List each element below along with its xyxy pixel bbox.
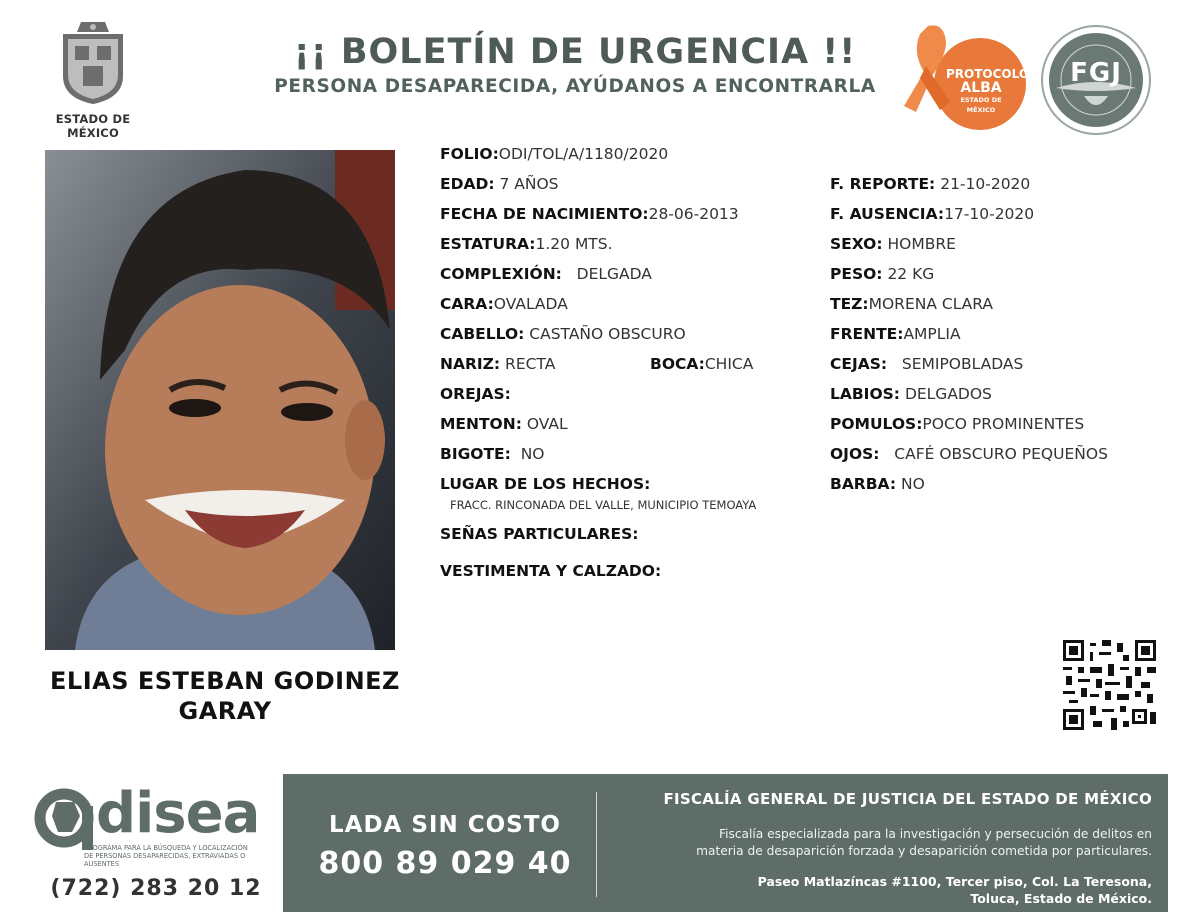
nariz-value: RECTA <box>505 355 556 373</box>
edad-value: 7 AÑOS <box>499 175 559 193</box>
peso-label: PESO: <box>830 265 883 283</box>
description-line-1: Fiscalía especializada para la investigación y persecución de delitos en <box>718 827 1152 841</box>
ausencia-row <box>830 205 1034 223</box>
frente-label: FRENTE: <box>830 325 904 343</box>
odisea-phone[interactable]: (722) 283 20 12 <box>50 876 262 901</box>
bulletin-subtitle: PERSONA DESAPARECIDA, AYÚDANOS A ENCONTRARLA <box>274 76 876 97</box>
cejas-row <box>830 355 1023 373</box>
alba-line-3: ESTADO DE MÉXICO <box>960 96 1002 114</box>
fiscalia-name: FISCALÍA GENERAL DE JUSTICIA DEL ESTADO DE MÉXICO <box>663 790 1152 808</box>
cara-value: OVALADA <box>493 295 568 313</box>
folio-row <box>440 145 668 163</box>
tez-label: TEZ: <box>830 295 869 313</box>
orejas-row <box>440 385 511 403</box>
qr-code[interactable] <box>1063 640 1156 730</box>
cabello-value: CASTAÑO OBSCURO <box>529 325 686 343</box>
cara-label: CARA: <box>440 295 494 313</box>
orejas-label: OREJAS: <box>440 385 511 403</box>
estatura-row <box>440 235 613 253</box>
odisea-tagline-2: DE PERSONAS DESAPARECIDAS, EXTRAVIADAS O <box>84 852 246 860</box>
sexo-value: HOMBRE <box>887 235 956 253</box>
labios-value: DELGADOS <box>904 385 992 403</box>
edad-label: EDAD: <box>440 175 495 193</box>
barba-label: BARBA: <box>830 475 897 493</box>
cejas-value: SEMIPOBLADAS <box>901 355 1024 373</box>
boca-value: CHICA <box>704 355 754 373</box>
ausencia-value: 17-10-2020 <box>944 205 1035 223</box>
complexion-value: DELGADA <box>576 265 652 283</box>
reporte-label: F. REPORTE: <box>830 175 936 193</box>
lugar-row <box>440 475 650 493</box>
tez-row <box>830 295 993 313</box>
lada-label: LADA SIN COSTO <box>329 812 561 838</box>
cabello-label: CABELLO: <box>440 325 525 343</box>
lugar-value: FRACC. RINCONADA DEL VALLE, MUNICIPIO TEMOAYA <box>450 498 757 512</box>
vestimenta-label: VESTIMENTA Y CALZADO: <box>440 562 662 580</box>
frente-value: AMPLIA <box>903 325 961 343</box>
address-line-1: Paseo Matlazíncas #1100, Tercer piso, Col. La Teresona, <box>757 874 1152 889</box>
missing-person-photo <box>45 150 395 650</box>
reporte-row <box>830 175 1030 193</box>
state-seal-icon <box>53 20 133 108</box>
complexion-label: COMPLEXIÓN: <box>440 265 562 283</box>
cara-row <box>440 295 568 313</box>
alba-text <box>946 67 1030 115</box>
ojos-value: CAFÉ OBSCURO PEQUEÑOS <box>894 445 1108 463</box>
labios-row <box>830 385 992 403</box>
nacimiento-row <box>440 205 739 223</box>
protocolo-alba-logo <box>898 22 1030 134</box>
vestimenta-row <box>440 562 661 580</box>
person-portrait-icon <box>45 150 395 650</box>
peso-row <box>830 265 934 283</box>
alba-line-2: ALBA <box>960 80 1002 96</box>
cejas-label: CEJAS: <box>830 355 888 373</box>
pomulos-value: POCO PROMINENTES <box>922 415 1085 433</box>
menton-value: OVAL <box>526 415 568 433</box>
estado-de-mexico-logo <box>28 20 158 140</box>
labios-label: LABIOS: <box>830 385 900 403</box>
odisea-tagline-1: PROGRAMA PARA LA BÚSQUEDA Y LOCALIZACIÓN <box>84 844 248 852</box>
bulletin-title: ¡¡ BOLETÍN DE URGENCIA !! <box>293 32 857 72</box>
pomulos-row <box>830 415 1084 433</box>
fiscalia-address <box>610 873 1152 907</box>
missing-person-name <box>30 666 420 726</box>
boca-row <box>650 355 753 373</box>
boca-label: BOCA: <box>650 355 705 373</box>
ojos-row <box>830 445 1108 463</box>
qr-code-icon <box>1063 640 1156 730</box>
menton-label: MENTON: <box>440 415 522 433</box>
bigote-row <box>440 445 545 463</box>
fiscalia-description <box>610 826 1152 860</box>
description-line-2: materia de desaparición forzada y desaparición cometida por particulares. <box>696 844 1152 858</box>
menton-row <box>440 415 568 433</box>
odisea-brand: disea <box>96 781 260 846</box>
pomulos-label: POMULOS: <box>830 415 923 433</box>
alba-line-1: PROTOCOLO <box>946 67 1030 81</box>
edad-row <box>440 175 558 193</box>
barba-value: NO <box>900 475 925 493</box>
address-line-2: Toluca, Estado de México. <box>970 891 1152 906</box>
barba-row <box>830 475 925 493</box>
nacimiento-value: 28-06-2013 <box>648 205 739 223</box>
fgj-text: FGJ <box>1070 58 1122 88</box>
sexo-label: SEXO: <box>830 235 883 253</box>
sexo-row <box>830 235 956 253</box>
estatura-label: ESTATURA: <box>440 235 536 253</box>
footer-divider <box>596 792 597 897</box>
fgj-logo <box>1040 24 1152 136</box>
ojos-label: OJOS: <box>830 445 880 463</box>
senas-label: SEÑAS PARTICULARES: <box>440 525 639 543</box>
name-line-2: GARAY <box>178 697 272 725</box>
folio-label: FOLIO: <box>440 145 499 163</box>
odisea-tagline-3: AUSENTES <box>84 860 120 868</box>
frente-row <box>830 325 961 343</box>
bigote-label: BIGOTE: <box>440 445 511 463</box>
nariz-label: NARIZ: <box>440 355 501 373</box>
name-line-1: ELIAS ESTEBAN GODINEZ <box>50 667 400 695</box>
folio-value: ODI/TOL/A/1180/2020 <box>498 145 669 163</box>
nacimiento-label: FECHA DE NACIMIENTO: <box>440 205 649 223</box>
reporte-value: 21-10-2020 <box>940 175 1031 193</box>
lada-number[interactable]: 800 89 029 40 <box>318 846 572 881</box>
nariz-row <box>440 355 555 373</box>
bigote-value: NO <box>520 445 545 463</box>
tez-value: MORENA CLARA <box>868 295 994 313</box>
senas-row <box>440 525 639 543</box>
peso-value: 22 KG <box>887 265 935 283</box>
complexion-row <box>440 265 652 283</box>
ausencia-label: F. AUSENCIA: <box>830 205 945 223</box>
lugar-label: LUGAR DE LOS HECHOS: <box>440 475 651 493</box>
cabello-row <box>440 325 686 343</box>
estatura-value: 1.20 MTS. <box>535 235 613 253</box>
state-label: ESTADO DE MÉXICO <box>55 112 131 140</box>
odisea-tagline <box>84 844 284 868</box>
